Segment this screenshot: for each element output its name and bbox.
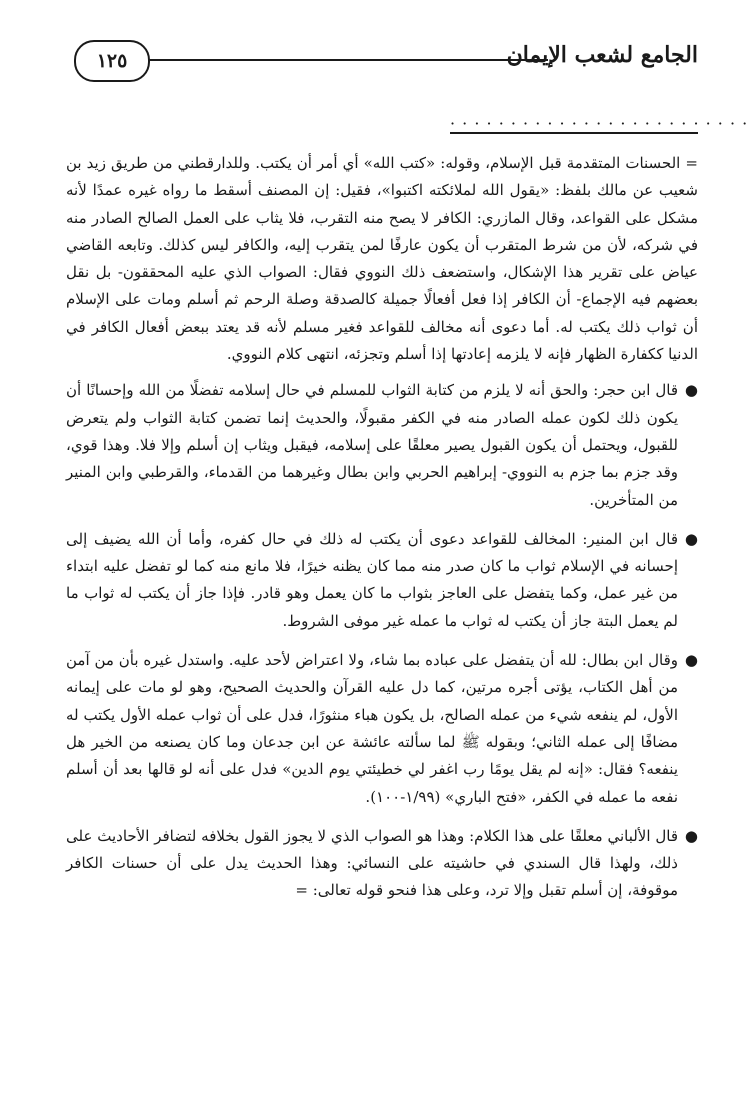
footnote-separator bbox=[450, 114, 749, 140]
paragraph-ibn-almunir bbox=[66, 526, 698, 635]
paragraph-text: قال ابن حجر: والحق أنه لا يلزم من كتابة الثواب للمسلم في حال إسلامه تفضلًا من الله وإحسانًا أن يكون ذلك لكون عمله الصادر منه في الكفر مقبولًا، والحديث إنما تضمن كتابة الثواب ولم يتعرض للقبول، ويحتمل أن يكون القبول يصير معلقًا على إسلامه، فيقبل ويثاب إن أسلم وإلا فلا. وهذا قوي، وقد جزم بما جزم به النووي- إبراهيم الحربي وابن بطال وغيرهما من القدماء، والقرطبي وابن المنير من المتأخرين. bbox=[66, 381, 678, 509]
running-title: الجامع لشعب الإيمان bbox=[506, 42, 698, 68]
bullet-icon: ● bbox=[684, 826, 698, 845]
bullet-icon: ● bbox=[684, 651, 698, 670]
separator-dots: · · · · · · · · · · · · · · · · · · · · · · · · · bbox=[450, 114, 749, 133]
header-rule bbox=[148, 59, 548, 61]
separator-rule bbox=[450, 132, 698, 134]
paragraph-text: قال الألباني معلقًا على هذا الكلام: وهذا هو الصواب الذي لا يجوز القول بخلافه لتضافر الأحاديث على ذلك، ولهذا قال السندي في حاشيته على النسائي: وهذا الحديث يدل على أن حسنات الكافر موقوفة، إن أسلم تقبل وإلا ترد، وعلى هذا فنحو قوله تعالى: bbox=[66, 826, 678, 900]
continuation-mark: = bbox=[295, 881, 308, 900]
paragraph-ibn-battal bbox=[66, 647, 698, 811]
footnote-body bbox=[66, 150, 698, 917]
page-number: ١٢٥ bbox=[74, 40, 150, 82]
page-header bbox=[74, 40, 698, 80]
paragraph-text: قال ابن المنير: المخالف للقواعد دعوى أن يكتب له ذلك في حال كفره، وأما أن الله يضيف إلى إحسانه في الإسلام ثواب ما كان صدر منه مما كان يظنه خيرًا، فلا مانع منه كما لو تفضل عليه ابتداء من غير عمل، وكما يتفضل على العاجز بثواب ما كان يعمل وهو قادر. فإذا جاز أن يكتب له ثواب ما لم يعمل البتة جاز أن يكتب له ثواب ما عمله غير موفى الشروط. bbox=[66, 529, 678, 630]
bullet-icon: ● bbox=[684, 529, 698, 548]
bullet-icon: ● bbox=[684, 381, 698, 400]
paragraph-ibn-hajar bbox=[66, 377, 698, 513]
paragraph-albani bbox=[66, 823, 698, 905]
paragraph-continued: = الحسنات المتقدمة قبل الإسلام، وقوله: «كتب الله» أي أمر أن يكتب. وللدارقطني من طريق زيد بن شعيب عن مالك بلفظ: «يقول الله لملائكته اكتبوا»، فقيل: إن المصنف أسقط ما رواه غيره عمدًا لأنه مشكل على القواعد، وقال المازري: الكافر لا يصح منه التقرب، فلا يثاب على العمل الصالح الصادر منه في شركه، لأن من شرط المتقرب أن يكون عارفًا لمن يتقرب إليه، والكافر ليس كذلك. وتابعه القاضي عياض على تقرير هذا الإشكال، واستضعف ذلك النووي فقال: الصواب الذي عليه المحققون- بل نقل بعضهم فيه الإجماع- أن الكافر إذا فعل أفعالًا جميلة كالصدقة وصلة الرحم ثم أسلم ومات على الإسلام أن ثواب ذلك يكتب له. أما دعوى أنه مخالف للقواعد فغير مسلم لأنه قد يعتد ببعض أفعال الكافر في الدنيا ككفارة الظهار فإنه لا يلزمه إعادتها إذا أسلم وتجزئه، انتهى كلام النووي. bbox=[66, 154, 698, 364]
paragraph-text: وقال ابن بطال: لله أن يتفضل على عباده بما شاء، ولا اعتراض لأحد عليه. واستدل غيره بأن من آمن من أهل الكتاب، يؤتى أجره مرتين، كما دل عليه القرآن والحديث الصحيح، وهو لو مات على إيمانه الأول، لم ينفعه شيء من عمله الصالح، بل يكون هباء منثورًا، فدل على أن ثواب عمله الأول يكتب له مضافًا إلى عمله الثاني؛ وبقوله ﷺ لما سألته عائشة عن ابن جدعان وما كان يصنعه من الخير هل ينفعه؟ فقال: «إنه لم يقل يومًا رب اغفر لي خطيئتي يوم الدين» فدل على أنه لو قالها بعد أن أسلم نفعه ما عمله في الكفر، «فتح الباري» (١/٩٩-١٠٠). bbox=[66, 651, 678, 806]
